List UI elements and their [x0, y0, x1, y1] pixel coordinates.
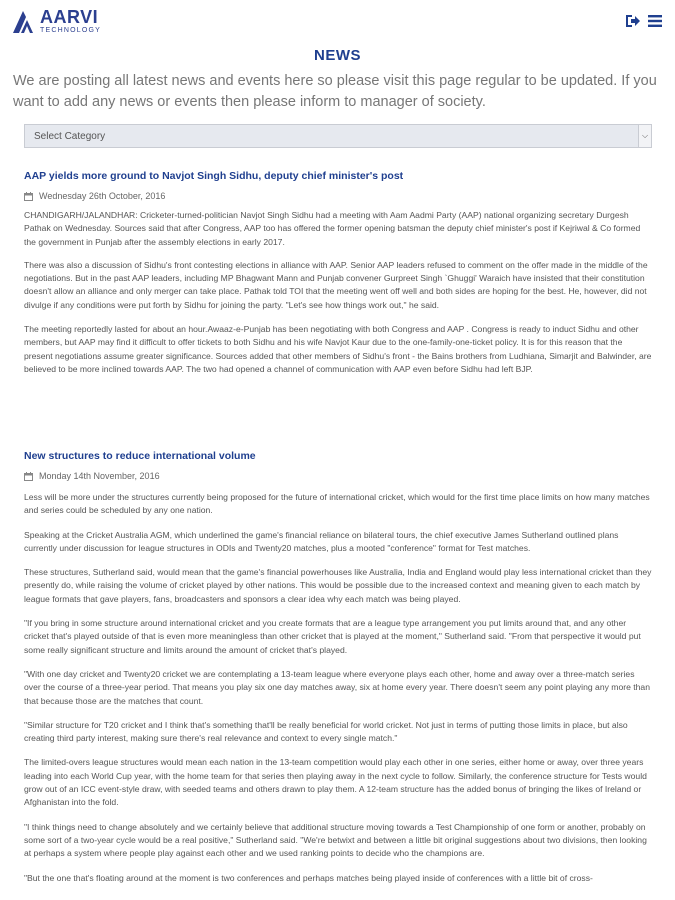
chevron-down-icon: ⌵: [638, 125, 651, 147]
article-paragraph: The meeting reportedly lasted for about an hour.Awaaz-e-Punjab has been negotiating with both Congress and AAP . Congress is ready to induct Sidhu and other members, but AAP may find it difficult to offer tickets to both Sidhu and his wife Navjot Kaur due to the one-family-one-ticket policy. It is for this reason that the present negotiations assume greater significance. Sources added that other members of Sidhu's front - the Bains brothers from Ludhiana, Simarjit and Balwinder, are believed to be more inclined towards AAP. The two had opened a channel of communication with AAP even before Sidhu had left BJP.: [24, 324, 652, 374]
category-select-value: Select Category: [34, 131, 106, 142]
article-paragraph: "I think things need to change absolutely and we certainly believe that additional structure moving towards a Test Championship of one form or another, probably on some sort of a two-year cycle would be a real positive," Sutherland said. "We're betwixt and between a little bit original suggestions about two divisions, then looking at perhaps a system where people play against each other and we used ranking points to decide who the champions are.: [24, 821, 647, 859]
news-article: [24, 170, 652, 376]
article-paragraph: Speaking at the Cricket Australia AGM, which underlined the game's financial reliance on bilateral tours, the chief executive James Sutherland outlined plans currently under discussion for league structures in ODIs and Twenty20 matches, plus a mooted "conference" format for Test matches.: [24, 529, 619, 553]
article-paragraph: "But the one that's floating around at the moment is two conferences and perhaps matches being played inside of conferences with a little bit of cross-: [24, 872, 593, 883]
article-paragraph: The limited-overs league structures would mean each nation in the 13-team competition would play each other in one series, either home or away, over three years leading into each World Cup year, with the home team for that series then playing away in the next cycle to follow. Similarly, the conference structure for Tests would grow out of an ICC event-style draw, with seeded teams and others drawn to play them. A 12-team structure has the added bonus of bringing the likes of Ireland or Afghanistan into the fold.: [24, 757, 647, 808]
article-paragraph: "If you bring in some structure around international cricket and you create formats that are a league type arrangement you put limits around that, and any other cricket that's played outside of that is even more meaningless than other cricket that is played at the moment," Sutherland said. "From that perspective it would put some really significant structure and limits around the amount of cricket that's played.: [24, 618, 641, 655]
article-title[interactable]: AAP yields more ground to Navjot Singh Sidhu, deputy chief minister's post: [24, 170, 404, 182]
logo-name: AARVI: [40, 7, 99, 27]
company-logo[interactable]: [12, 8, 101, 36]
news-article: [24, 450, 652, 885]
article-date-text: Wednesday 26th October, 2016: [39, 191, 166, 201]
article-paragraph: Less will be more under the structures currently being proposed for the future of international cricket, which would for the first time place limits on how many matches and series could be scheduled by any one nation.: [24, 492, 650, 516]
page-title: NEWS: [314, 47, 361, 64]
calendar-icon: [24, 472, 33, 481]
calendar-icon: [24, 192, 33, 201]
article-date: [24, 191, 652, 201]
category-select[interactable]: [24, 124, 652, 148]
article-date: [24, 471, 652, 481]
article-paragraph: CHANDIGARH/JALANDHAR: Cricketer-turned-politician Navjot Singh Sidhu had a meeting with Aam Aadmi Party (AAP) national organizing secretary Durgesh Pathak on Wednesday. Sources said that after Congress, AAP too has offered the former opening batsman the deputy chief minister's post if Kejriwal & Co formed the government in Punjab after the assembly elections in early 2017.: [24, 210, 641, 247]
article-paragraph: "Similar structure for T20 cricket and I think that's something that'll be really beneficial for world cricket. Not just in terms of putting those limits in place, but also creating third party interest, making sure there's real relevance and context to every single match.": [24, 719, 628, 744]
hamburger-menu-icon[interactable]: [647, 14, 663, 28]
logo-subtitle: TECHNOLOGY: [40, 27, 102, 34]
aarvi-logo-icon: [12, 8, 38, 34]
intro-text: We are posting all latest news and events here so please visit this page regular to be updated. If you want to add any news or events then please inform to manager of society.: [13, 73, 657, 110]
logout-icon[interactable]: [625, 14, 641, 28]
article-paragraph: These structures, Sutherland said, would mean that the game's financial powerhouses like Australia, India and England would play less international cricket than they presently do, while raising the volume of cricket played by other nations. This would be possible due to the increased context and meaning given to each match by league formats that gave players, fans, broadcasters and sponsors a clear idea why each match was being played.: [24, 567, 652, 604]
article-title[interactable]: New structures to reduce international volume: [24, 450, 256, 462]
article-paragraph: "With one day cricket and Twenty20 cricket we are contemplating a 13-team league where everyone plays each other, home and away over a three-match series over the course of a three-year period. That means you play six one day matches away, six at home every year. There doesn't seem any point playing any more than that because those are the matches that count.: [24, 668, 650, 706]
top-bar: [0, 0, 675, 40]
article-date-text: Monday 14th November, 2016: [39, 471, 160, 481]
article-paragraph: There was also a discussion of Sidhu's front contesting elections in alliance with AAP. Senior AAP leaders refused to comment on the offer made in the middle of the negotiations. But in the past AAP leaders, including MP Bhagwant Mann and Punjab convener Gurpreet Singh `Ghuggi' Waraich have insisted that their constitution doesn't allow an alliance and only merger can take place. Pathak told TOI that the meeting went off well and both sides are hoping for the best. He, however, did not divulge if any conditions were put forth by Sidhu for joining the party. "Let's see how things work out," he said.: [24, 259, 648, 310]
